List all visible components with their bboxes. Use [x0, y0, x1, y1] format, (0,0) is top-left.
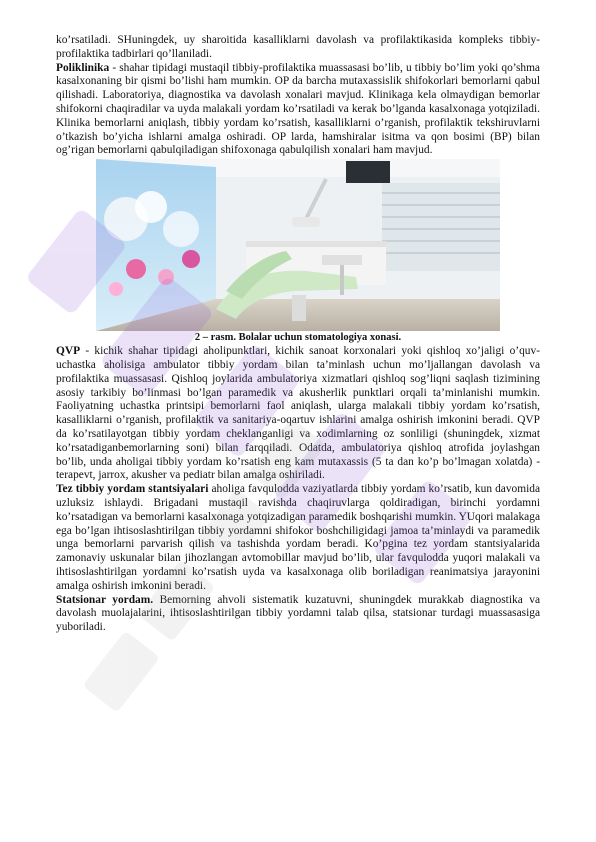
paragraph-qvp-text: - kichik shahar tipidagi aholipunktlari, kichik sanoat korxonalari yoki qishloq xo’jaligi o’quv-uchastka aholisiga ambulator tibbiy yordam bilan ta’minlash uchun mo’ljallangan davolash va profilaktika muassasasi. Qishloq joylarida ambulatoriya xizmatlari qishloq sog’liqni saqlash tizimining asosiy tarkibiy bo’linmasi bo’lgan paramedik va akusherlik punktlari orqali ta’minlanishi mumkin. Faoliyatning uchastka printsipi bemorlarni faol aniqlash, ularga malakali tibbiy yordam ko’rsatish, kasalliklarni o’rganish, profilaktik va sanitariya-oqartuv ishlarini amalga oshirish imkonini beradi. QVP da ko’rsatilayotgan tibbiy yordam cheklanganligi va xodimlarning oz sonliligi (shuningdek, xizmat ko’rsatadiganbemorlarning soni) bilan farqqiladi. Odatda, ambulatoriya qishloq atrofida joylashgan bo’lib, unda aholigai tibbiy yordam ko’rsatish eng kam mutaxassis (5 ta dan ko’p bo’lmagan xolatda) - terapevt, jarrox, akusher va pediatr bilan amalga oshiriladi. — [56, 345, 540, 482]
paragraph-statsionar — [56, 594, 540, 635]
document-page — [56, 34, 540, 635]
paragraph-poliklinika — [56, 62, 540, 159]
term-poliklinika: Poliklinika — [56, 61, 110, 74]
paragraph-tez-yordam-text: aholiga favqulodda vaziyatlarda tibbiy yordam ko’rsatib, kun davomida uzluksiz ishlaydi. Brigadani mustaqil ravishda chaqiruvlarga qoldiradigan, birinchi yordamni ko’rsatadigan va bemorlarni kasalxonaga yotqizadigan paramedik boshqarishi mumkin. YUqori malakaga ega bo’lgan ihtisoslashtirilgan tibbiy yordamni shifokor boshchiligidagi jamoa ta’minlaydi va paramedik unga bemorlarni parvarish qilish va tashishda yordam beradi. Ko’pgina tez yordam stantsiyalarida zamonaviy uskunalar bilan jihozlangan avtomobillar mavjud bo’lib, ular favqulodda yuqori malakali va ihtisoslashtirilgan yordamni ko’rsatish uyda va kasalxonaga olib boriladigan reanimatsiya jarayonini amalga oshirish imkonini beradi. — [56, 483, 540, 592]
paragraph-intro: ko’rsatiladi. SHuningdek, uy sharoitida kasalliklarni davolash va profilaktikasida kompleks tibbiy-profilaktika tadbirlari qo’llaniladi. — [56, 34, 540, 60]
term-tez-yordam: Tez tibbiy yordam stantsiyalari — [56, 483, 209, 496]
paragraph-qvp — [56, 345, 540, 483]
paragraph-poliklinika-text: - shahar tipidagi mustaqil tibbiy-profilaktika muassasasi bo’lib, u tibbiy bo’lim yoki qo’shma kasalxonaning bir qismi bo’lishi ham mumkin. OP da barcha mutaxassislik shifokorlari bemorlarni qabul qilishadi. Laboratoriya, diagnostika va davolash xonalari mavjud. Klinikaga kela olmaydigan bemorlar shifokorni chaqiradilar va uyda malakali yordam ko’rsatiladi va kerak bo’lganda kasalxonaga yotqiziladi. Klinika bemorlarni aniqlash, tibbiy yordam ko’rsatish, kasalliklarni o’rganish, profilaktik tekshiruvlarni o’tkazish bo’yicha ishlarni amalga oshiradi. OP larda, hamshiralar isitma va qon bosimi (BP) bilan og’rigan bemorlarni qabulqiladigan shifoxonaga qabulqilish xonalari ham mavjud. — [56, 61, 540, 157]
paragraph-tez-yordam — [56, 483, 540, 593]
term-qvp: QVP — [56, 345, 81, 358]
term-statsionar: Statsionar yordam. — [56, 593, 154, 606]
figure-caption: 2 – rasm. Bolalar uchun stomatologiya xonasi. — [194, 332, 402, 344]
dental-room-illustration — [96, 159, 500, 331]
paragraph-statsionar-text: Bemorning ahvoli sistematik kuzatuvni, shuningdek murakkab diagnostika va davolash muolajalarini, ihtisoslashtirilgan tibbiy yordamni talab qilsa, statsionar turdagi muassasasiga yuboriladi. — [56, 593, 540, 634]
dental-room-photo — [96, 159, 500, 331]
